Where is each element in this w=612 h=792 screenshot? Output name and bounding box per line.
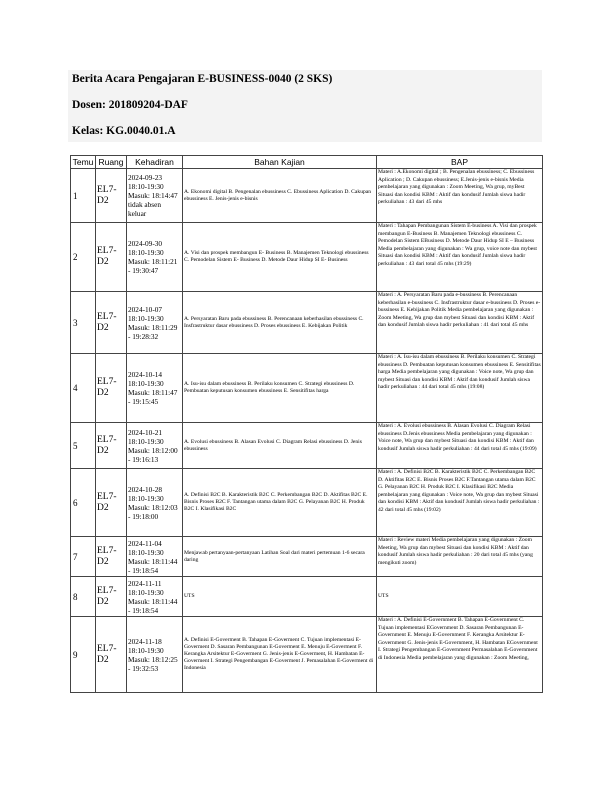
- table-row: [71, 469, 543, 537]
- ruang-cell: EL7-D2: [96, 469, 127, 537]
- temu-cell: 6: [71, 469, 96, 537]
- kehadiran-cell: 2024-11-04 18:10-19:30 Masuk: 18:11:44 - 19:18:54: [127, 537, 183, 577]
- bahan-kajian-cell: A. Definisi E-Goverment B. Tahapan E-Goverment C. Tujuan implementasi E-Goverment D. Sasaran Pembangunan E-Goverment E. Menuju E-Goverment F. Kerangka Arsitektur E-Goverment G. Jenis-jenis E-Goverment, H. Hambatan E-Goverment I. Strategi Pengembangan E-Goverment J. Pemasalahan E-Goverment di Indonesia: [183, 617, 377, 693]
- header-bap: BAP: [377, 156, 543, 169]
- bahan-kajian-cell: A. Visi dan prospek membangun E- Business B. Manajemen Teknologi ebussiness C. Pemodelan Sistem E- Business D. Metode Daur Hidup SI E- Business: [183, 223, 377, 292]
- bap-cell: Materi : Tahapan Pembangunan Sistem E-business A. Visi dan prospek membangun E-Business B. Manajemen Teknologi ebussiness C. Pemodelan Sistem EBusiness D. Metode Daur Hidup SI E – Business Media pembelajaran yang digunakan : Wa grup, voice note dan mybest Situasi dan kondisi KBM : Aktif dan kondusif Jumlah siswa hadir perkuliahan : 43 dari total 45 mhs (19:29): [377, 223, 543, 292]
- kehadiran-cell: 2024-10-28 18:10-19:30 Masuk: 18:12:03 - 19:18:00: [127, 469, 183, 537]
- document-header: [68, 70, 542, 142]
- ruang-cell: EL7-D2: [96, 223, 127, 292]
- kehadiran-cell: 2024-10-21 18:10-19:30 Masuk: 18:12:00 - 19:16:13: [127, 423, 183, 469]
- bahan-kajian-cell: A. Evolusi ebussiness B. Alasan Evolusi C. Diagram Relasi ebussiness D. Jenis ebussiness: [183, 423, 377, 469]
- table-row: [71, 292, 543, 354]
- header-kehadiran: Kehadiran: [127, 156, 183, 169]
- temu-cell: 7: [71, 537, 96, 577]
- document-title: Berita Acara Pengajaran E-BUSINESS-0040 (2 SKS): [72, 73, 333, 85]
- ruang-cell: EL7-D2: [96, 423, 127, 469]
- kelas-label: Kelas: KG.0040.01.A: [72, 125, 176, 137]
- temu-cell: 3: [71, 292, 96, 354]
- table-row: [71, 617, 543, 693]
- bap-cell: Materi : A. Isu-isu dalam ebussiness B. Perilaku konsumen C. Strategi ebussiness D. Pembuatan keputusan konsumen ebussiness E. Sensitifitas harga Media pembelajaran yang digunakan : Voice note, Wa grup dan mybest Situasi dan kondisi KBM : Aktif dan kondusif Jumlah siswa hadir perkuliahan : 44 dari total 45 mhs (19:08): [377, 354, 543, 423]
- bahan-kajian-cell: UTS: [183, 577, 377, 617]
- bap-cell: Materi : A. Definisi B2C B. Karakteristik B2C C. Perkembangan B2C D. Aktifitas B2C E. Bisnis Proses B2C F.Tantangan utama dalam B2C G. Pelayanan B2C H. Produk B2C I. Klasifikasi B2C Media pembelajaran yang digunakan : Voice note, Wa grup dan mybest Situasi dan kondisi KBM : Aktif dan kondusif Jumlah siswa hadir perkuliahan : 42 dari total 45 mhs (19:02): [377, 469, 543, 537]
- kehadiran-cell: 2024-10-14 18:10-19:30 Masuk: 18:11:47 - 19:15:45: [127, 354, 183, 423]
- bap-cell: Materi : A. Evolusi ebussiness B. Alasan Evolusi C. Diagram Relasi ebussiness D.Jenis ebussiness Media pembelajaran yang digunakan : Voice note, Wa grup dan mybest Situasi dan kondisi KBM : Aktif dan kondusif Jumlah siswa hadir perkuliahan : 44 dari total 45 mhs (19:09): [377, 423, 543, 469]
- bahan-kajian-cell: A. Persyaratan Baru pada ebussiness B. Perencanaan keberhasilan ebussiness C. Insfrastruktur dasar ebussiness D. Proses ebussiness E. Kebijakan Politik: [183, 292, 377, 354]
- kehadiran-cell: 2024-11-18 18:10-19:30 Masuk: 18:12:25 - 19:32:53: [127, 617, 183, 693]
- temu-cell: 8: [71, 577, 96, 617]
- table-row: [71, 537, 543, 577]
- bahan-kajian-cell: A. Ekonomi digital B. Pengenalan ebussiness C. Ebussiness Aplication D. Cakupan ebussiness E. Jenis-jenis e-bisnis: [183, 169, 377, 223]
- dosen-label: Dosen: 201809204-DAF: [72, 99, 188, 111]
- table-row: [71, 423, 543, 469]
- kehadiran-cell: 2024-09-23 18:10-19:30 Masuk: 18:14:47 tidak absen keluar: [127, 169, 183, 223]
- temu-cell: 1: [71, 169, 96, 223]
- table-row: [71, 223, 543, 292]
- kehadiran-cell: 2024-11-11 18:10-19:30 Masuk: 18:11:44 - 19:18:54: [127, 577, 183, 617]
- bap-cell: Materi : A. Persyaratan Baru pada e-bussiness B. Perencanaan keberhasilan e-bussiness C. Insfrastruktur dasar e-bussiness D. Proses e-bussiness E. Kebijakan Politik Media pembelajaran yang digunakan : Zoom Meeting, Wa grup dan mybest Situasi dan kondisi KBM : Aktif dan kondusif Jumlah siswa hadir perkuliahan : 41 dari total 45 mhs: [377, 292, 543, 354]
- bap-cell: Materi : A.Ekonomi digital ; B. Pengenalan ebussiness; C. Ebussiness Aplication ; D. Cakupan ebussiness; E.Jenis-jenis e-bisnis Media pembelajaran yang digunakan : Zoom Meeting, Wa grup, myBest Situasi dan kondisi KBM : Aktif dan kondusif Jumlah siswa hadir perkuliahan : 43 dari 45 mhs: [377, 169, 543, 223]
- table-row: [71, 169, 543, 223]
- ruang-cell: EL7-D2: [96, 617, 127, 693]
- table-row: [71, 577, 543, 617]
- bap-cell: UTS: [377, 577, 543, 617]
- bahan-kajian-cell: A. Definisi B2C B. Karakteristik B2C C. Perkembangan B2C D. Aktifitas B2C E. Bisnis Proses B2C F. Tantangan utama dalam B2C G. Pelayanan B2C H. Produk B2C I. Klasifikasi B2C: [183, 469, 377, 537]
- header-ruang: Ruang: [96, 156, 127, 169]
- ruang-cell: EL7-D2: [96, 292, 127, 354]
- ruang-cell: EL7-D2: [96, 537, 127, 577]
- bahan-kajian-cell: A. Isu-isu dalam ebussiness B. Perilaku konsumen C. Strategi ebussiness D. Pembuatan keputusan konsumen ebussiness E. Sensitifitas harga: [183, 354, 377, 423]
- temu-cell: 5: [71, 423, 96, 469]
- header-temu: Temu: [71, 156, 96, 169]
- ruang-cell: EL7-D2: [96, 577, 127, 617]
- temu-cell: 4: [71, 354, 96, 423]
- table-row: [71, 354, 543, 423]
- bahan-kajian-cell: Menjawab pertanyaan-pertanyaan Latihan Soal dari materi pertemuan 1-6 secara daring: [183, 537, 377, 577]
- ruang-cell: EL7-D2: [96, 354, 127, 423]
- temu-cell: 9: [71, 617, 96, 693]
- header-bahan-kajian: Bahan Kajian: [183, 156, 377, 169]
- teaching-log-table: [70, 155, 543, 693]
- bap-cell: Materi : Review materi Media pembelajaran yang digunakan : Zoom Meeting, Wa grup dan mybest Situasi dan kondisi KBM : Aktif dan kondusif Jumlah siswa hadir perkuliahan : 20 dari total 45 mhs (yang mengikuti zoom): [377, 537, 543, 577]
- ruang-cell: EL7-D2: [96, 169, 127, 223]
- table-header-row: [71, 156, 543, 169]
- bap-cell: Materi : A. Definisi E-Government B. Tahapan E-Government C. Tujuan implementasi EGovernment D. Sasaran Pembangunan E-Government E. Menuju E-Government F. Kerangka Arsitektur E-Government G. Jenis-jenis E-Government, H. Hambatan EGovernment I. Strategi Pengembangan E-Government Permasalahan E-Government di Indonesia Media pembelajaran yang digunakan : Zoom Meeting,: [377, 617, 543, 693]
- temu-cell: 2: [71, 223, 96, 292]
- kehadiran-cell: 2024-09-30 18:10-19:30 Masuk: 18:11:21 - 19:30:47: [127, 223, 183, 292]
- kehadiran-cell: 2024-10-07 18:10-19:30 Masuk: 18:11:29 - 19:28:32: [127, 292, 183, 354]
